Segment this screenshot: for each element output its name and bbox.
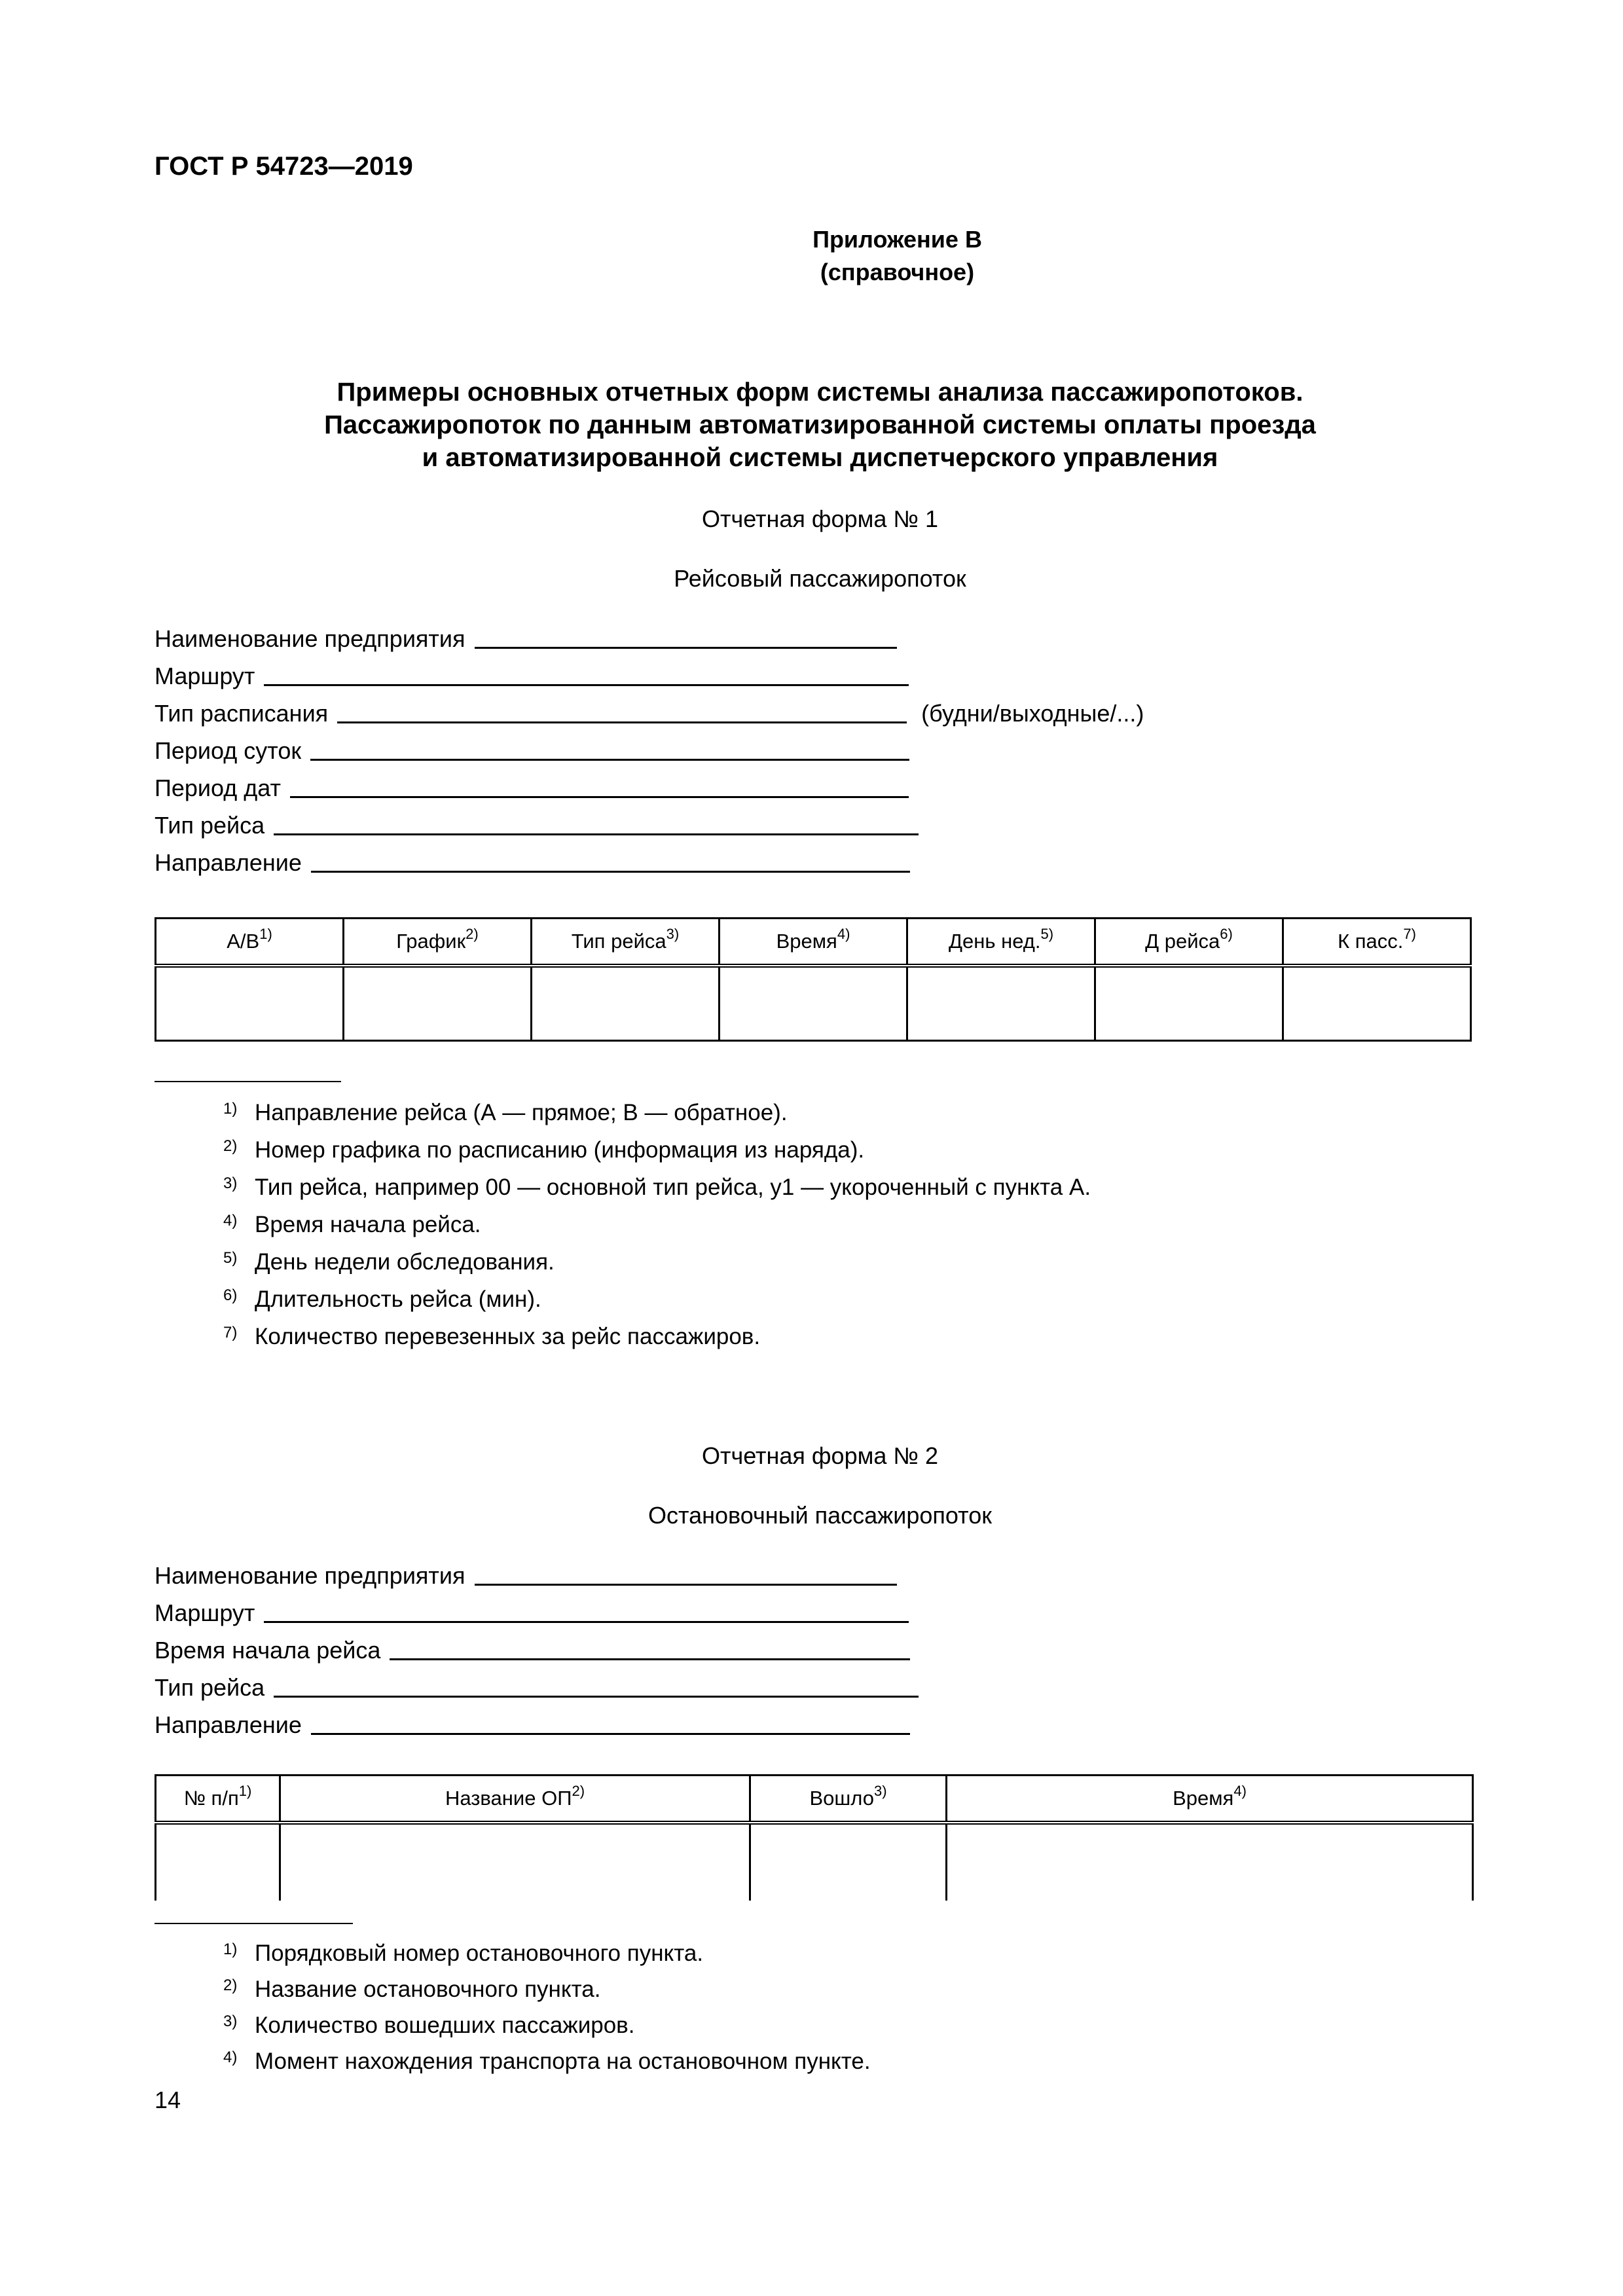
table-cell[interactable] [1283,966,1471,1041]
form2-field-trip-type [155,1669,919,1702]
form1-field-date-period [155,769,909,802]
schedule-hint: (будни/выходные/...) [921,700,1144,727]
table-cell[interactable] [750,1823,947,1901]
page-number: 14 [155,2086,181,2113]
column-header: День нед.$^{5)}$ [907,919,1095,966]
main-title-line-1: Примеры основных отчетных форм системы анализа пассажиропотоков. [337,378,1304,407]
table-cell[interactable] [907,966,1095,1041]
field-label: Время начала рейса [155,1637,381,1664]
table-header-row [156,1776,1473,1823]
field-label: Тип рейса [155,812,265,839]
field-label: Тип расписания [155,700,329,727]
form1-field-trip-type [155,807,919,839]
table-header-row [156,919,1471,966]
form1-field-enterprise [155,620,897,653]
fill-in-line[interactable] [264,684,909,686]
form1-field-schedule-type [155,695,1144,727]
footnote: 1) Порядковый номер остановочного пункта. [223,1941,704,1966]
column-header: $А/В^{1)}$ [156,919,344,966]
field-label: Направление [155,849,302,876]
form2-field-enterprise [155,1557,897,1590]
fill-in-line[interactable] [311,1733,910,1735]
fill-in-line[interactable] [475,647,897,649]
form2-name: Отчетная форма № 2 [701,1442,939,1469]
fill-in-line[interactable] [310,759,909,761]
appendix-title: Приложение В [812,226,982,253]
column-header: Д рейса$^{6)}$ [1095,919,1283,966]
footnote: 2) Название остановочного пункта. [223,1977,601,2002]
footnote: 1) Направление рейса (А — прямое; В — обратное). [223,1100,788,1125]
footnote: 7) Количество перевезенных за рейс пассажиров. [223,1324,761,1349]
field-label: Период дат [155,774,281,801]
fill-in-line[interactable] [274,1696,919,1698]
column-header: К пасс.$^{7)}$ [1283,919,1471,966]
table-cell[interactable] [947,1823,1473,1901]
column-header: Время$^{4)}$ [720,919,907,966]
field-label: Маршрут [155,663,255,689]
footnote: 5) День недели обследования. [223,1249,555,1275]
field-label: Наименование предприятия [155,1562,465,1589]
document-code: ГОСТ Р 54723—2019 [155,152,413,181]
footnote: 4) Момент нахождения транспорта на остановочном пункте. [223,2049,871,2074]
form1-field-route [155,657,909,690]
footnote: 3) Количество вошедших пассажиров. [223,2013,635,2038]
footnote-divider [155,1081,341,1082]
table-row [156,966,1471,1041]
fill-in-line[interactable] [390,1658,910,1660]
fill-in-line[interactable] [274,833,919,835]
fill-in-line[interactable] [311,871,910,873]
field-label: Наименование предприятия [155,625,465,652]
table-cell[interactable] [280,1823,750,1901]
form1-name: Отчетная форма № 1 [701,505,939,532]
field-label: Тип рейса [155,1674,265,1701]
fill-in-line[interactable] [337,721,907,723]
appendix-subtitle: (справочное) [820,259,975,285]
form1-title: Рейсовый пассажиропоток [674,565,966,592]
field-label: Направление [155,1711,302,1738]
footnote: 6) Длительность рейса (мин). [223,1286,541,1312]
form2-title: Остановочный пассажиропоток [648,1502,992,1529]
form1-table [155,917,1472,1042]
field-label: Маршрут [155,1599,255,1626]
form1-field-day-period [155,732,909,765]
form2-table [155,1774,1474,1901]
column-header: № $п/п^{1)}$ [156,1776,280,1823]
field-label: Период суток [155,737,302,764]
footnote: 4) Время начала рейса. [223,1212,481,1237]
form2-field-route [155,1594,909,1627]
column-header: Время$^{4)}$ [947,1776,1473,1823]
column-header: Тип рейса$^{3)}$ [532,919,720,966]
fill-in-line[interactable] [290,796,909,798]
form1-field-direction [155,844,910,877]
footnote-divider [155,1923,353,1924]
table-cell[interactable] [720,966,907,1041]
table-cell[interactable] [1095,966,1283,1041]
fill-in-line[interactable] [475,1584,897,1586]
table-row [156,1823,1473,1901]
footnote: 2) Номер графика по расписанию (информация из наряда). [223,1137,865,1163]
table-cell[interactable] [156,966,344,1041]
table-cell[interactable] [156,1823,280,1901]
form2-field-trip-start [155,1631,910,1664]
fill-in-line[interactable] [264,1621,909,1623]
main-title-line-2: Пассажиропоток по данным автоматизированной системы оплаты проезда [324,410,1316,439]
column-header: Вошло$^{3)}$ [750,1776,947,1823]
column-header: График$^{2)}$ [344,919,532,966]
column-header: Название ОП$^{2)}$ [280,1776,750,1823]
form2-field-direction [155,1706,910,1739]
table-cell[interactable] [532,966,720,1041]
main-title-line-3: и автоматизированной системы диспетчерского управления [422,443,1218,472]
footnote: 3) Тип рейса, например 00 — основной тип рейса, у1 — укороченный с пункта А. [223,1175,1091,1200]
table-cell[interactable] [344,966,532,1041]
